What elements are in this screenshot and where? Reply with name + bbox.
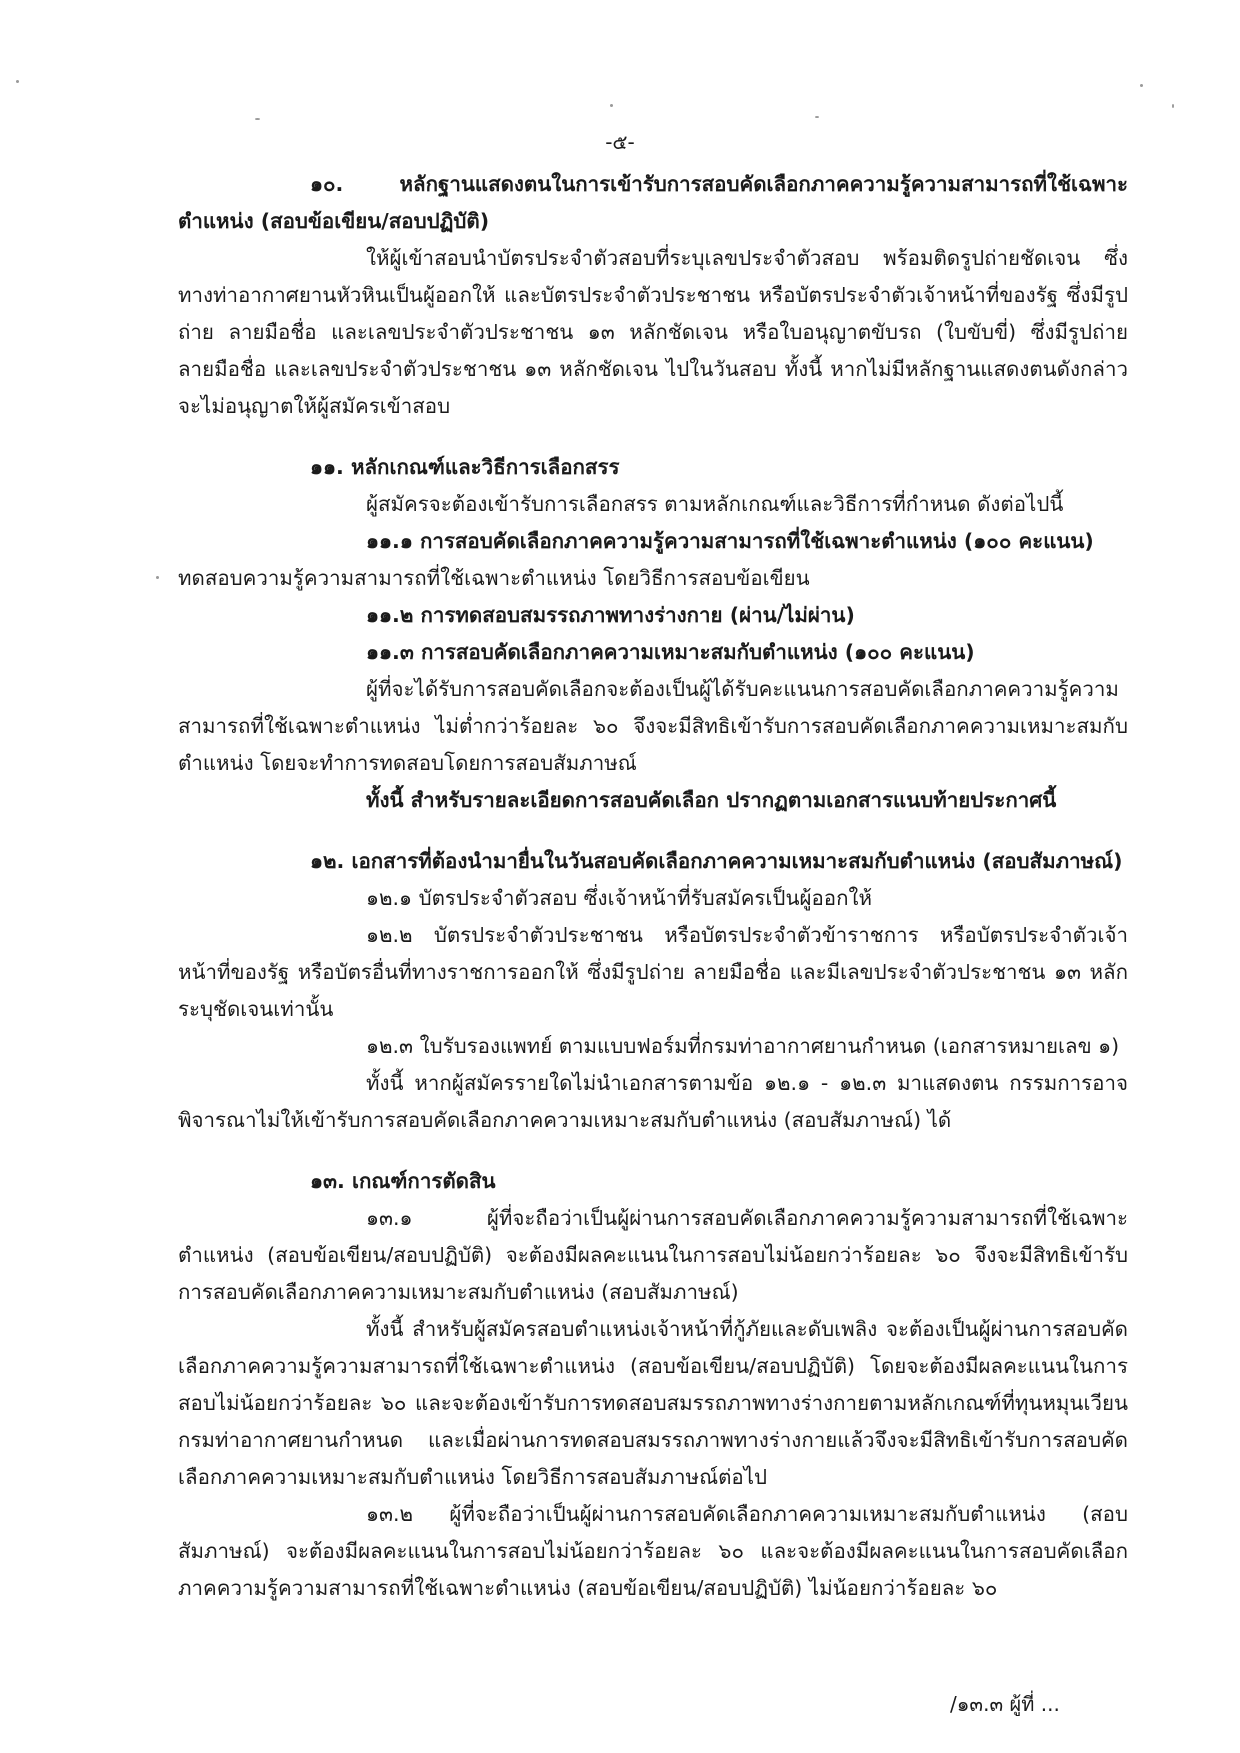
- section-11-1-body: ทดสอบความรู้ความสามารถที่ใช้เฉพาะตำแหน่ง โดยวิธีการสอบข้อเขียน: [178, 566, 810, 590]
- scan-speck: [1140, 84, 1143, 87]
- continuation-reference: /๑๓.๓ ผู้ที่ ...: [950, 1692, 1060, 1716]
- scan-speck: [156, 576, 159, 579]
- section-11-heading: ๑๑. หลักเกณฑ์และวิธีการเลือกสรร: [310, 455, 620, 479]
- section-12-note: ทั้งนี้ หากผู้สมัครรายใดไม่นำเอกสารตามข้อ ๑๒.๑ - ๑๒.๓ มาแสดงตน กรรมการอาจพิจารณาไม่ให้เข้ารับการสอบคัดเลือกภาคความเหมาะสมกับตำแหน่ง (สอบสัมภาษณ์) ได้: [178, 1071, 1128, 1132]
- section-11-note: ทั้งนี้ สำหรับรายละเอียดการสอบคัดเลือก ปรากฏตามเอกสารแนบท้ายประกาศนี้: [366, 788, 1057, 812]
- scan-speck: [1172, 104, 1174, 108]
- section-11-1-heading: ๑๑.๑ การสอบคัดเลือกภาคความรู้ความสามารถที่ใช้เฉพาะตำแหน่ง (๑๐๐ คะแนน): [366, 529, 1094, 553]
- section-12-3: ๑๒.๓ ใบรับรองแพทย์ ตามแบบฟอร์มที่กรมท่าอากาศยานกำหนด (เอกสารหมายเลข ๑): [366, 1034, 1120, 1058]
- section-11-intro: ผู้สมัครจะต้องเข้ารับการเลือกสรร ตามหลักเกณฑ์และวิธีการที่กำหนด ดังต่อไปนี้: [366, 492, 1064, 516]
- section-13-2: ๑๓.๒ ผู้ที่จะถือว่าเป็นผู้ผ่านการสอบคัดเลือกภาคความเหมาะสมกับตำแหน่ง (สอบสัมภาษณ์) จะต้องมีผลคะแนนในการสอบไม่น้อยกว่าร้อยละ ๖๐ และจะต้องมีผลคะแนนในการสอบคัดเลือกภาคความรู้ความสามารถที่ใช้เฉพาะตำแหน่ง (สอบข้อเขียน/สอบปฏิบัติ) ไม่น้อยกว่าร้อยละ ๖๐: [178, 1502, 1128, 1600]
- section-13-1: ๑๓.๑ ผู้ที่จะถือว่าเป็นผู้ผ่านการสอบคัดเลือกภาคความรู้ความสามารถที่ใช้เฉพาะตำแหน่ง (สอบข้อเขียน/สอบปฏิบัติ) จะต้องมีผลคะแนนในการสอบไม่น้อยกว่าร้อยละ ๖๐ จึงจะมีสิทธิเข้ารับการสอบคัดเลือกภาคความเหมาะสมกับตำแหน่ง (สอบสัมภาษณ์): [178, 1206, 1128, 1304]
- section-12-2: ๑๒.๒ บัตรประจำตัวประชาชน หรือบัตรประจำตัวข้าราชการ หรือบัตรประจำตัวเจ้าหน้าที่ของรัฐ หรือบัตรอื่นที่ทางราชการออกให้ ซึ่งมีรูปถ่าย ลายมือชื่อ และมีเลขประจำตัวประชาชน ๑๓ หลัก ระบุชัดเจนเท่านั้น: [178, 923, 1128, 1021]
- section-gap: [178, 1139, 1128, 1163]
- section-12-heading: ๑๒. เอกสารที่ต้องนำมายื่นในวันสอบคัดเลือกภาคความเหมาะสมกับตำแหน่ง (สอบสัมภาษณ์): [310, 849, 1123, 873]
- section-gap: [178, 819, 1128, 843]
- section-gap: [178, 425, 1128, 449]
- section-13-note: ทั้งนี้ สำหรับผู้สมัครสอบตำแหน่งเจ้าหน้าที่กู้ภัยและดับเพลิง จะต้องเป็นผู้ผ่านการสอบคัดเลือกภาคความรู้ความสามารถที่ใช้เฉพาะตำแหน่ง (สอบข้อเขียน/สอบปฏิบัติ) โดยจะต้องมีผลคะแนนในการสอบไม่น้อยกว่าร้อยละ ๖๐ และจะต้องเข้ารับการทดสอบสมรรถภาพทางร่างกายตามหลักเกณฑ์ที่ทุนหมุนเวียนกรมท่าอากาศยานกำหนด และเมื่อผ่านการทดสอบสมรรถภาพทางร่างกายแล้วจึงจะมีสิทธิเข้ารับการสอบคัดเลือกภาคความเหมาะสมกับตำแหน่ง โดยวิธีการสอบสัมภาษณ์ต่อไป: [178, 1317, 1128, 1489]
- scan-speck: [610, 104, 613, 107]
- scan-speck: [815, 116, 819, 118]
- document-body: [178, 166, 1128, 1607]
- section-10-body: ให้ผู้เข้าสอบนำบัตรประจำตัวสอบที่ระบุเลขประจำตัวสอบ พร้อมติดรูปถ่ายชัดเจน ซึ่งทางท่าอากาศยานหัวหินเป็นผู้ออกให้ และบัตรประจำตัวประชาชน หรือบัตรประจำตัวเจ้าหน้าที่ของรัฐ ซึ่งมีรูปถ่าย ลายมือชื่อ และเลขประจำตัวประชาชน ๑๓ หลักชัดเจน หรือใบอนุญาตขับรถ (ใบขับขี่) ซึ่งมีรูปถ่าย ลายมือชื่อ และเลขประจำตัวประชาชน ๑๓ หลักชัดเจน ไปในวันสอบ ทั้งนี้ หากไม่มีหลักฐานแสดงตนดังกล่าว จะไม่อนุญาตให้ผู้สมัครเข้าสอบ: [178, 246, 1128, 418]
- section-11-3-body: ผู้ที่จะได้รับการสอบคัดเลือกจะต้องเป็นผู้ได้รับคะแนนการสอบคัดเลือกภาคความรู้ความสามารถที่ใช้เฉพาะตำแหน่ง ไม่ต่ำกว่าร้อยละ ๖๐ จึงจะมีสิทธิเข้ารับการสอบคัดเลือกภาคความเหมาะสมกับตำแหน่ง โดยจะทำการทดสอบโดยการสอบสัมภาษณ์: [178, 677, 1128, 775]
- section-11-2-heading: ๑๑.๒ การทดสอบสมรรถภาพทางร่างกาย (ผ่าน/ไม่ผ่าน): [366, 603, 855, 627]
- scan-speck: [255, 118, 260, 120]
- section-12-1: ๑๒.๑ บัตรประจำตัวสอบ ซึ่งเจ้าหน้าที่รับสมัครเป็นผู้ออกให้: [366, 886, 873, 910]
- section-11-3-heading: ๑๑.๓ การสอบคัดเลือกภาคความเหมาะสมกับตำแหน่ง (๑๐๐ คะแนน): [366, 640, 975, 664]
- section-10-heading: ๑๐. หลักฐานแสดงตนในการเข้ารับการสอบคัดเลือกภาคความรู้ความสามารถที่ใช้เฉพาะตำแหน่ง (สอบข้อเขียน/สอบปฏิบัติ): [178, 172, 1128, 233]
- page-number: -๕-: [605, 130, 635, 154]
- section-13-heading: ๑๓. เกณฑ์การตัดสิน: [310, 1169, 496, 1193]
- scan-speck: [16, 80, 19, 83]
